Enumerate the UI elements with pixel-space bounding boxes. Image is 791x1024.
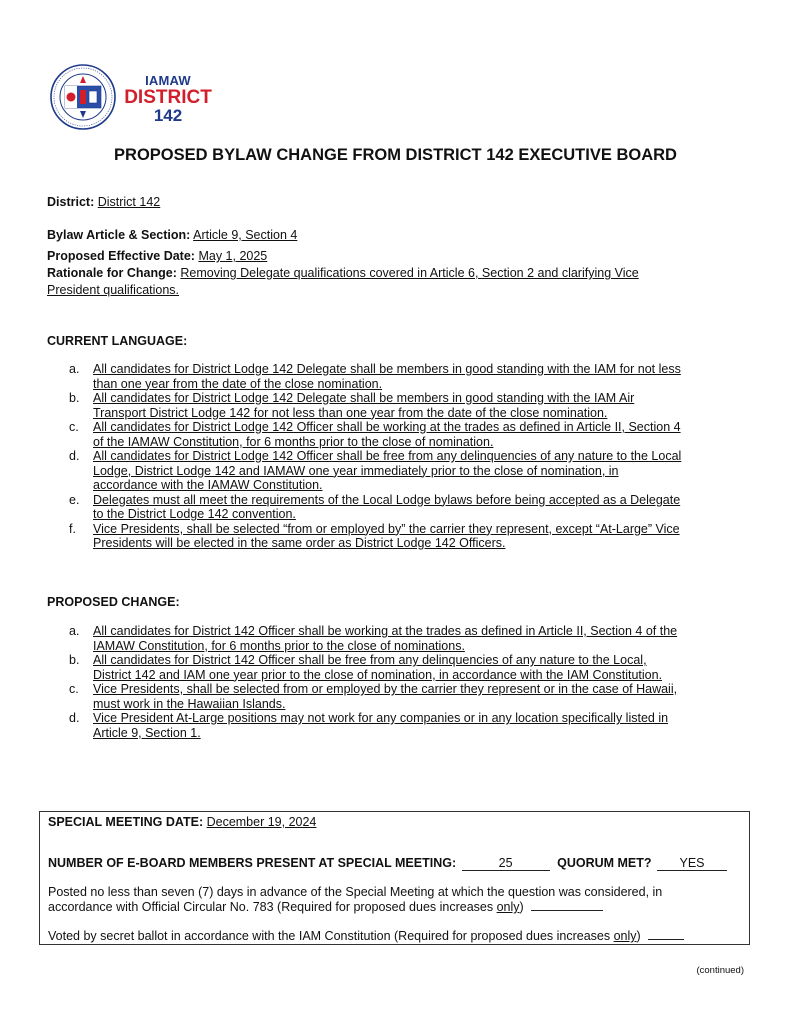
iamaw-seal-icon bbox=[50, 64, 116, 130]
list-item-text-line: All candidates for District 142 Officer shall be free from any delinquencies of any nature to the Local, bbox=[93, 653, 647, 667]
proposed-change-heading: PROPOSED CHANGE: bbox=[47, 595, 180, 609]
proposed-item-a bbox=[47, 624, 747, 653]
secret-ballot-blank bbox=[648, 939, 684, 940]
list-item-text-line: District 142 and IAM one year prior to the close of nomination, in accordance with the IAM Constitution. bbox=[93, 667, 663, 682]
list-item-text-line: accordance with the IAMAW Constitution. bbox=[93, 478, 323, 492]
rationale-value-line-2: President qualifications. bbox=[47, 283, 180, 297]
list-item-marker: d. bbox=[69, 711, 80, 725]
meeting-date-label: SPECIAL MEETING DATE: bbox=[48, 815, 204, 829]
list-item-text-line: All candidates for District Lodge 142 Delegate shall be members in good standing with the IAM Air bbox=[93, 391, 635, 405]
effective-date-field bbox=[47, 248, 747, 265]
logo-district-text: DISTRICT bbox=[124, 87, 212, 108]
continued-note: (continued) bbox=[696, 965, 744, 976]
list-item-text-line: All candidates for District Lodge 142 Delegate shall be members in good standing with the IAM for not less bbox=[93, 362, 681, 376]
quorum-label: QUORUM MET? bbox=[557, 856, 652, 870]
logo-wordmark bbox=[118, 74, 218, 124]
quorum-value: YES bbox=[657, 857, 727, 871]
members-present-value: 25 bbox=[462, 857, 550, 871]
posted-notice-row bbox=[48, 885, 743, 915]
posted-notice-close: ) bbox=[519, 900, 524, 914]
effective-date-label: Proposed Effective Date: bbox=[47, 249, 195, 263]
list-item-text-line: Article 9, Section 1. bbox=[93, 725, 201, 740]
district-label: District: bbox=[47, 195, 95, 209]
meeting-date-row bbox=[48, 815, 743, 830]
list-item-text-line: Vice Presidents, shall be selected “from or employed by” the carrier they represent, except “At-Large” Vice bbox=[93, 521, 680, 536]
list-item-text-line: Vice President At-Large positions may not work for any companies or in any location specifically listed in bbox=[93, 711, 669, 725]
current-item-a bbox=[47, 362, 747, 391]
list-item-marker: d. bbox=[69, 449, 80, 463]
list-item-text-line: of the IAMAW Constitution, for 6 months prior to the close of nomination. bbox=[93, 434, 494, 449]
list-item-text-line: All candidates for District Lodge 142 Officer shall be free from any delinquencies of any nature to the Local bbox=[93, 449, 682, 463]
list-item-marker: e. bbox=[69, 492, 80, 507]
posted-notice-line-2a: accordance with Official Circular No. 783 (Required for proposed dues increases bbox=[48, 900, 497, 914]
secret-ballot-close: ) bbox=[636, 929, 641, 943]
rationale-label: Rationale for Change: bbox=[47, 266, 177, 280]
list-item-marker: f. bbox=[69, 521, 76, 536]
effective-date-value: May 1, 2025 bbox=[198, 249, 268, 263]
current-language-list bbox=[47, 362, 747, 551]
current-item-b bbox=[47, 391, 747, 420]
list-item-text-line: Lodge, District Lodge 142 and IAMAW one year immediately prior to the close of nomination, in bbox=[93, 463, 619, 478]
list-item-text-line: All candidates for District Lodge 142 Officer shall be working at the trades as defined in Article II, Section 4 bbox=[93, 420, 681, 434]
list-item-text-line: All candidates for District 142 Officer shall be working at the trades as defined in Article II, Section 4 of the bbox=[93, 624, 678, 638]
district-value: District 142 bbox=[97, 195, 161, 209]
list-item-marker: c. bbox=[69, 682, 79, 696]
list-item-text-line: Presidents will be elected in the same order as District Lodge 142 Officers. bbox=[93, 536, 506, 550]
posted-notice-blank bbox=[531, 910, 603, 911]
district-field bbox=[47, 194, 747, 211]
rationale-field bbox=[47, 265, 747, 299]
list-item-text-line: than one year from the date of the close nomination. bbox=[93, 376, 383, 391]
article-field bbox=[47, 227, 747, 244]
list-item-text-line: Transport District Lodge 142 for not less than one year from the date of the close nomination. bbox=[93, 405, 608, 420]
secret-ballot-text: Voted by secret ballot in accordance with the IAM Constitution (Required for proposed dues increases bbox=[48, 929, 614, 943]
current-item-e bbox=[47, 493, 747, 522]
list-item-text-line: to the District Lodge 142 convention. bbox=[93, 507, 296, 521]
list-item-text-line: Delegates must all meet the requirements of the Local Lodge bylaws before being accepted as a Delegate bbox=[93, 492, 681, 507]
article-label: Bylaw Article & Section: bbox=[47, 228, 191, 242]
posted-notice-line-1: Posted no less than seven (7) days in advance of the Special Meeting at which the question was considered, in bbox=[48, 885, 663, 899]
proposed-item-d bbox=[47, 711, 747, 740]
current-language-heading: CURRENT LANGUAGE: bbox=[47, 334, 188, 348]
meeting-date-value: December 19, 2024 bbox=[206, 815, 317, 829]
list-item-marker: b. bbox=[69, 391, 80, 405]
list-item-marker: b. bbox=[69, 653, 80, 667]
posted-notice-only: only bbox=[496, 900, 520, 914]
list-item-marker: a. bbox=[69, 624, 80, 638]
page-title: PROPOSED BYLAW CHANGE FROM DISTRICT 142 EXECUTIVE BOARD bbox=[114, 146, 677, 164]
current-item-d bbox=[47, 449, 747, 493]
list-item-text-line: Vice Presidents, shall be selected from or employed by the carrier they represent or in the case of Hawaii, bbox=[93, 682, 678, 696]
members-present-row bbox=[48, 856, 743, 871]
district-142-logo bbox=[50, 64, 220, 132]
list-item-text-line: IAMAW Constitution, for 6 months prior to the close of nominations. bbox=[93, 638, 465, 653]
logo-iamaw-text: IAMAW bbox=[145, 73, 191, 88]
proposed-item-b bbox=[47, 653, 747, 682]
logo-number-text: 142 bbox=[153, 106, 183, 125]
article-value: Article 9, Section 4 bbox=[193, 228, 298, 242]
current-item-c bbox=[47, 420, 747, 449]
secret-ballot-row bbox=[48, 929, 743, 944]
list-item-text-line: must work in the Hawaiian Islands. bbox=[93, 696, 286, 711]
current-item-f bbox=[47, 522, 747, 551]
members-present-label: NUMBER OF E-BOARD MEMBERS PRESENT AT SPECIAL MEETING: bbox=[48, 856, 457, 870]
special-meeting-box bbox=[39, 811, 750, 945]
list-item-marker: c. bbox=[69, 420, 79, 434]
secret-ballot-only: only bbox=[613, 929, 637, 943]
proposed-change-list bbox=[47, 624, 747, 740]
rationale-value-line-1: Removing Delegate qualifications covered in Article 6, Section 2 and clarifying Vice bbox=[180, 266, 639, 280]
list-item-marker: a. bbox=[69, 362, 80, 376]
proposed-item-c bbox=[47, 682, 747, 711]
